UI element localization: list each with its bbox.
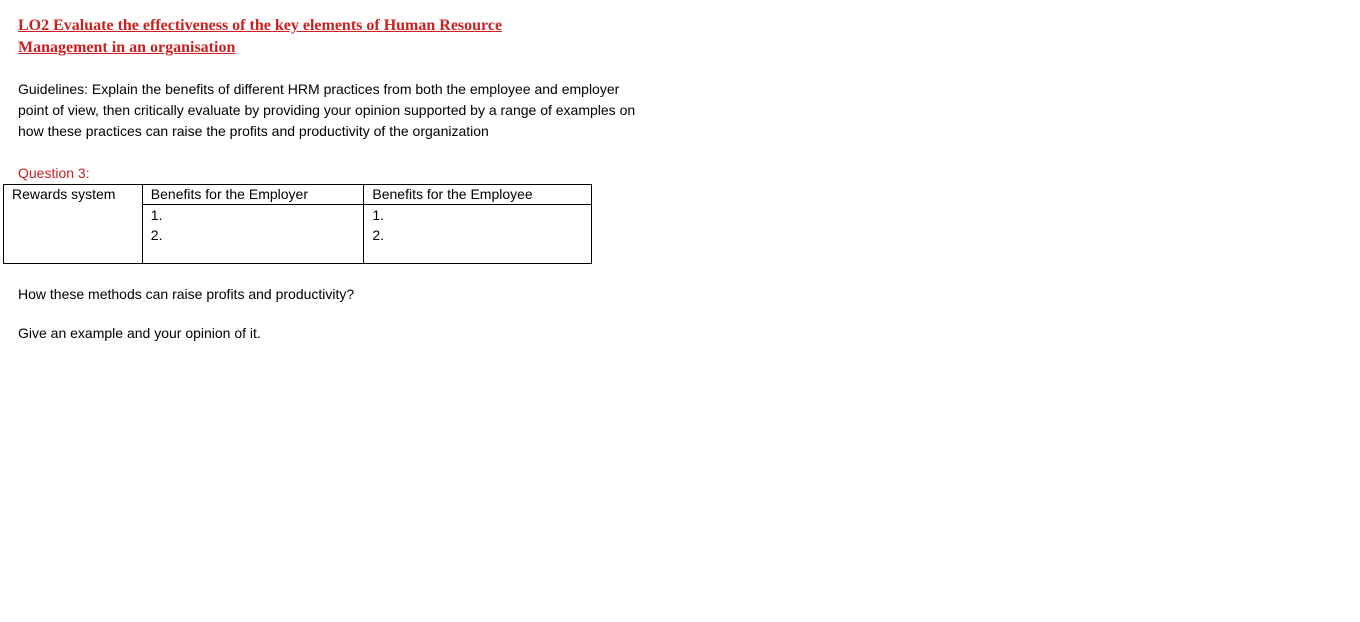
employer-header-cell: Benefits for the Employer (142, 185, 364, 205)
employer-benefits-cell[interactable] (142, 205, 364, 264)
table-header-row (4, 185, 592, 205)
guidelines-text: Guidelines: Explain the benefits of different HRM practices from both the employee and employer point of view, then critically evaluate by providing your opinion supported by a range of examples on how these practices can raise the profits and productivity of the organization (18, 81, 636, 139)
profits-question: How these methods can raise profits and productivity? (18, 286, 355, 302)
employee-benefits-cell[interactable] (364, 205, 592, 264)
rewards-system-cell: Rewards system (4, 185, 143, 264)
employee-benefit-2: 2. (372, 227, 385, 243)
page-title: LO2 Evaluate the effectiveness of the key elements of Human Resource Management in an organisation (18, 17, 503, 56)
employee-header-cell: Benefits for the Employee (364, 185, 592, 205)
question-label: Question 3: (18, 165, 90, 181)
example-question: Give an example and your opinion of it. (18, 325, 261, 341)
employee-benefit-1: 1. (372, 207, 385, 223)
employer-benefit-2: 2. (150, 227, 163, 243)
rewards-table (3, 184, 592, 264)
employer-benefit-1: 1. (150, 207, 163, 223)
